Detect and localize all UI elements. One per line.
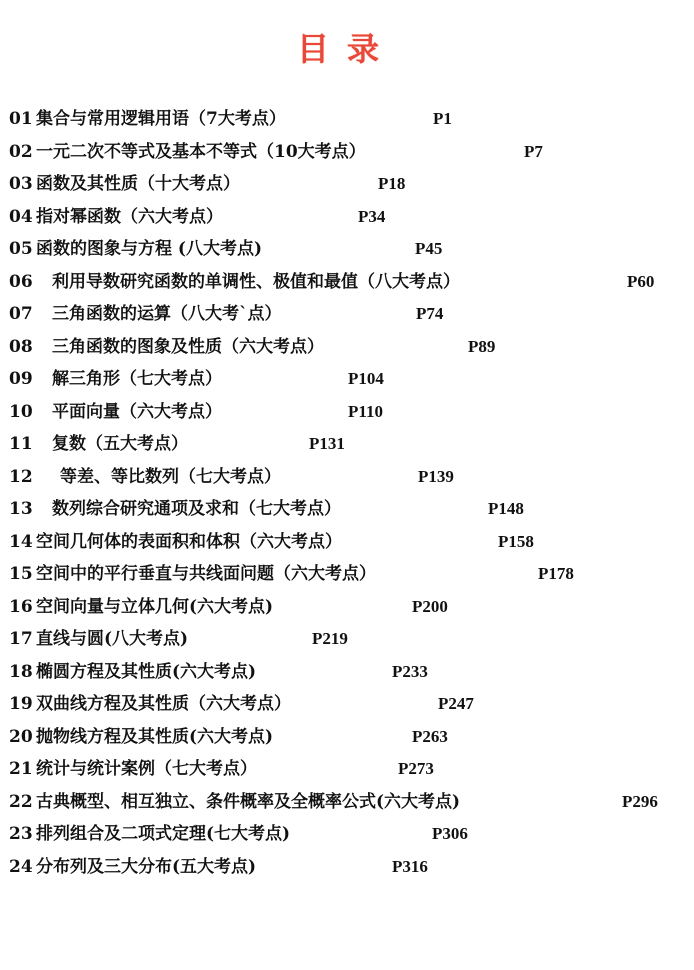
toc-entry-page: P7 bbox=[524, 141, 543, 161]
page-title: 目录 bbox=[296, 30, 397, 68]
toc-entry[interactable] bbox=[0, 298, 694, 331]
toc-entry-title: 古典概型、相互独立、条件概率及全概率公式(六大考点) bbox=[36, 791, 461, 812]
toc-entry-title: 利用导数研究函数的单调性、极值和最值（八大考点） bbox=[52, 271, 460, 292]
toc-entry[interactable] bbox=[0, 558, 694, 591]
toc-entry-page: P89 bbox=[468, 336, 496, 356]
toc-entry[interactable] bbox=[0, 331, 694, 364]
toc-entry-number: 04 bbox=[9, 206, 33, 227]
toc-entry[interactable] bbox=[0, 656, 694, 689]
toc-entry-title: 集合与常用逻辑用语（7大考点） bbox=[36, 109, 286, 129]
toc-entry[interactable] bbox=[0, 786, 694, 819]
toc-entry-page: P233 bbox=[392, 661, 428, 681]
toc-entry-page: P131 bbox=[309, 434, 345, 453]
toc-entry-page: P273 bbox=[398, 759, 434, 778]
toc-entry-page: P110 bbox=[348, 401, 383, 421]
toc-entry[interactable] bbox=[0, 266, 694, 299]
toc-entry-title: 统计与统计案例（七大考点） bbox=[36, 759, 257, 779]
toc-entry-title: 一元二次不等式及基本不等式（10大考点） bbox=[36, 141, 366, 162]
toc-entry-number: 14 bbox=[9, 531, 33, 552]
toc-entry[interactable] bbox=[0, 623, 694, 656]
toc-entry-page: P296 bbox=[622, 791, 658, 811]
toc-entry-number: 15 bbox=[9, 564, 33, 584]
toc-entry-title: 函数及其性质（十大考点） bbox=[36, 174, 240, 194]
toc-entry-number: 06 bbox=[9, 271, 33, 292]
toc-entry-number: 21 bbox=[9, 759, 33, 779]
toc-entry-number: 16 bbox=[9, 596, 33, 617]
toc-entry[interactable] bbox=[0, 721, 694, 754]
toc-entry[interactable] bbox=[0, 103, 694, 136]
toc-entry-number: 10 bbox=[9, 401, 33, 422]
toc-entry[interactable] bbox=[0, 493, 694, 526]
toc-entry[interactable] bbox=[0, 428, 694, 461]
toc-entry[interactable] bbox=[0, 461, 694, 494]
toc-entry-number: 18 bbox=[9, 661, 33, 682]
toc-entry-page: P247 bbox=[438, 694, 474, 713]
toc-entry-page: P45 bbox=[415, 239, 443, 258]
toc-entry-page: P316 bbox=[392, 856, 428, 876]
toc-entry-number: 20 bbox=[9, 726, 33, 747]
toc-entry-page: P200 bbox=[412, 596, 448, 616]
toc-entry-number: 07 bbox=[9, 304, 33, 324]
toc-entry-title: 三角函数的运算（八大考`点） bbox=[52, 304, 282, 324]
toc-entry-number: 23 bbox=[9, 824, 33, 844]
toc-entry-page: P178 bbox=[538, 564, 574, 583]
toc-entry-title: 排列组合及二项式定理(七大考点) bbox=[36, 824, 291, 844]
toc-entry-title: 平面向量（六大考点） bbox=[52, 401, 222, 422]
toc-entry-page: P60 bbox=[627, 271, 655, 291]
toc-entry-number: 01 bbox=[9, 109, 33, 129]
toc-entry-page: P263 bbox=[412, 726, 448, 746]
toc-entry[interactable] bbox=[0, 136, 694, 169]
toc-entry-page: P74 bbox=[416, 304, 444, 323]
toc-entry[interactable] bbox=[0, 168, 694, 201]
toc-entry-title: 三角函数的图象及性质（六大考点） bbox=[52, 336, 324, 357]
toc-entry-number: 09 bbox=[9, 369, 33, 389]
toc-entry[interactable] bbox=[0, 818, 694, 851]
toc-entry-title: 直线与圆(八大考点) bbox=[36, 629, 189, 649]
toc-entry-number: 13 bbox=[9, 499, 33, 519]
toc-entry[interactable] bbox=[0, 591, 694, 624]
toc-entry-title: 等差、等比数列（七大考点） bbox=[60, 466, 281, 487]
toc-entry[interactable] bbox=[0, 753, 694, 786]
toc-entry-number: 12 bbox=[9, 466, 33, 487]
table-of-contents bbox=[0, 103, 694, 883]
toc-entry-number: 24 bbox=[9, 856, 33, 877]
toc-entry-number: 22 bbox=[9, 791, 33, 812]
toc-entry[interactable] bbox=[0, 851, 694, 884]
toc-entry-title: 双曲线方程及其性质（六大考点） bbox=[36, 694, 291, 714]
toc-entry-number: 08 bbox=[9, 336, 33, 357]
toc-entry-title: 解三角形（七大考点） bbox=[52, 369, 222, 389]
toc-entry-title: 抛物线方程及其性质(六大考点) bbox=[36, 726, 274, 747]
toc-entry[interactable] bbox=[0, 363, 694, 396]
toc-entry[interactable] bbox=[0, 688, 694, 721]
toc-entry-page: P306 bbox=[432, 824, 468, 843]
toc-entry-number: 17 bbox=[9, 629, 33, 649]
toc-entry-number: 11 bbox=[9, 434, 33, 454]
toc-entry[interactable] bbox=[0, 526, 694, 559]
toc-entry[interactable] bbox=[0, 233, 694, 266]
toc-entry-title: 指对幂函数（六大考点） bbox=[36, 206, 223, 227]
toc-entry-title: 空间中的平行垂直与共线面问题（六大考点） bbox=[36, 564, 376, 584]
toc-entry[interactable] bbox=[0, 201, 694, 234]
toc-entry-title: 复数（五大考点） bbox=[52, 434, 188, 454]
toc-entry-number: 05 bbox=[9, 239, 33, 259]
toc-entry-page: P219 bbox=[312, 629, 348, 648]
toc-entry-title: 分布列及三大分布(五大考点) bbox=[36, 856, 257, 877]
toc-entry-title: 空间几何体的表面积和体积（六大考点） bbox=[36, 531, 342, 552]
toc-entry-page: P148 bbox=[488, 499, 524, 518]
toc-entry-title: 椭圆方程及其性质(六大考点) bbox=[36, 661, 257, 682]
toc-entry-page: P104 bbox=[348, 369, 384, 388]
toc-entry-page: P158 bbox=[498, 531, 534, 551]
toc-entry-number: 19 bbox=[9, 694, 33, 714]
toc-entry-number: 03 bbox=[9, 174, 33, 194]
toc-entry-page: P34 bbox=[358, 206, 386, 226]
toc-entry-page: P18 bbox=[378, 174, 406, 193]
toc-entry-title: 空间向量与立体几何(六大考点) bbox=[36, 596, 274, 617]
toc-entry-title: 数列综合研究通项及求和（七大考点） bbox=[52, 499, 341, 519]
toc-entry-page: P139 bbox=[418, 466, 454, 486]
toc-entry-page: P1 bbox=[433, 109, 452, 128]
toc-entry[interactable] bbox=[0, 396, 694, 429]
toc-entry-title: 函数的图象与方程 (八大考点) bbox=[36, 239, 263, 259]
toc-entry-number: 02 bbox=[9, 141, 33, 162]
